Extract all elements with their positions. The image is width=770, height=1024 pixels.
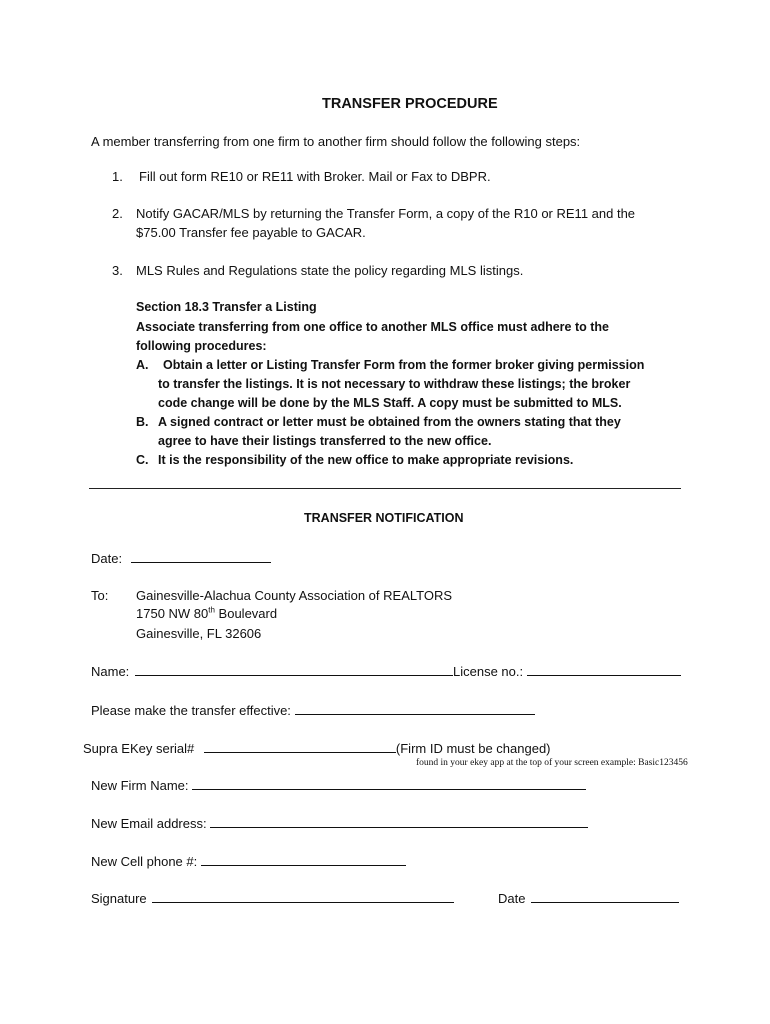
license-field[interactable] [527, 663, 681, 676]
section-intro-line-2: following procedures: [136, 339, 267, 353]
phone-label: New Cell phone #: [91, 854, 198, 869]
firm-row [91, 777, 586, 793]
item-b-line-2: agree to have their listings transferred to the new office. [158, 434, 492, 448]
section-heading: Section 18.3 Transfer a Listing [136, 300, 317, 314]
effective-label: Please make the transfer effective: [91, 703, 291, 718]
address-line-1: Gainesville-Alachua County Association of REALTORS [136, 588, 453, 603]
ekey-note: (Firm ID must be changed) [395, 741, 551, 756]
address-street: 1750 NW 80 [136, 606, 209, 621]
to-label: To: [91, 588, 109, 603]
license-row [453, 663, 681, 679]
email-label: New Email address: [91, 816, 207, 831]
ekey-label: Supra EKey serial# [83, 741, 195, 756]
sig-date-field[interactable] [531, 890, 679, 903]
name-field[interactable] [135, 663, 453, 676]
address-ordinal: th [208, 605, 215, 615]
procedure-title: TRANSFER PROCEDURE [322, 96, 498, 112]
name-row [91, 663, 453, 679]
section-divider [89, 488, 681, 489]
item-c-letter: C. [136, 453, 149, 467]
item-b-line-1: A signed contract or letter must be obtained from the owners stating that they [158, 415, 621, 429]
email-row [91, 815, 588, 831]
item-a-line-2: to transfer the listings. It is not necessary to withdraw these listings; the broker [158, 377, 631, 391]
item-a-line-1: Obtain a letter or Listing Transfer Form from the former broker giving permission [163, 358, 645, 372]
firm-label: New Firm Name: [91, 778, 189, 793]
sig-date-label: Date [498, 891, 526, 906]
ekey-row [83, 740, 551, 756]
date-label: Date: [91, 551, 123, 566]
phone-field[interactable] [201, 853, 406, 866]
address-street-type: Boulevard [214, 606, 278, 621]
signature-field[interactable] [152, 890, 454, 903]
item-b-letter: B. [136, 415, 149, 429]
firm-name-field[interactable] [192, 777, 586, 790]
effective-row [91, 702, 535, 718]
effective-date-field[interactable] [295, 702, 535, 715]
sig-date-row [498, 890, 679, 906]
step-2-number: 2. [112, 206, 123, 221]
step-3-number: 3. [112, 263, 123, 278]
procedure-intro: A member transferring from one firm to another firm should follow the following steps: [91, 134, 581, 149]
item-c-line-1: It is the responsibility of the new office to make appropriate revisions. [158, 453, 574, 467]
signature-row [91, 890, 454, 906]
notification-title: TRANSFER NOTIFICATION [304, 511, 464, 525]
date-row [91, 550, 271, 566]
step-1-text: Fill out form RE10 or RE11 with Broker. Mail or Fax to DBPR. [139, 169, 491, 184]
date-field[interactable] [131, 550, 271, 563]
email-field[interactable] [210, 815, 588, 828]
step-2-text-line-2: $75.00 Transfer fee payable to GACAR. [136, 225, 366, 240]
ekey-hint: found in your ekey app at the top of your screen example: Basic123456 [416, 758, 688, 768]
section-intro-line-1: Associate transferring from one office to another MLS office must adhere to the [136, 320, 609, 334]
step-3-text: MLS Rules and Regulations state the policy regarding MLS listings. [136, 263, 524, 278]
address-line-3: Gainesville, FL 32606 [136, 626, 262, 641]
step-2-text-line-1: Notify GACAR/MLS by returning the Transfer Form, a copy of the R10 or RE11 and the [136, 206, 636, 221]
item-a-line-3: code change will be done by the MLS Staff. A copy must be submitted to MLS. [158, 396, 622, 410]
license-label: License no.: [453, 664, 524, 679]
signature-label: Signature [91, 891, 147, 906]
ekey-serial-field[interactable] [204, 740, 396, 753]
step-1-number: 1. [112, 169, 123, 184]
address-line-2 [136, 606, 277, 621]
name-label: Name: [91, 664, 130, 679]
item-a-letter: A. [136, 358, 149, 372]
phone-row [91, 853, 406, 869]
